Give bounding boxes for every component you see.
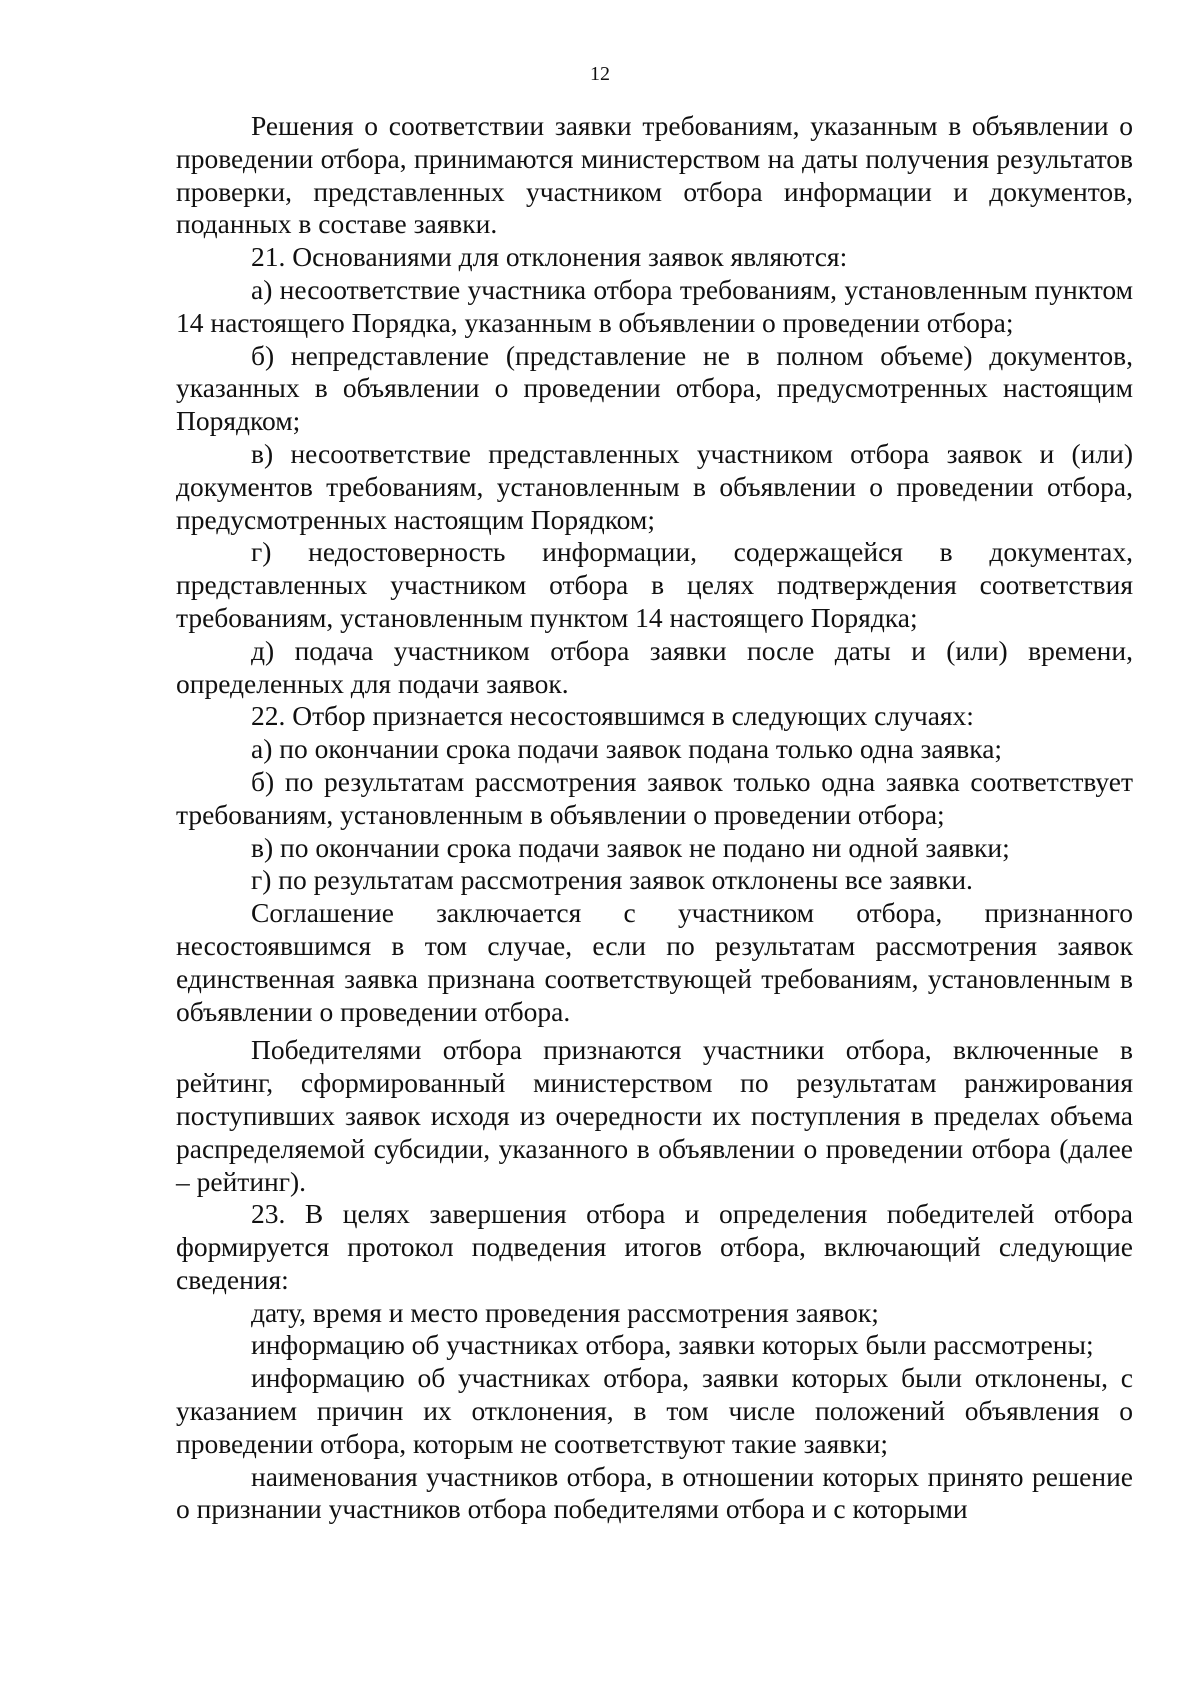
list-item-23-reviewed: информацию об участниках отбора, заявки которых были рассмотрены;: [251, 1329, 1094, 1361]
paragraph-agreement: Соглашение заключается с участником отбора, признанного несостоявшимся в том случае, если по результатам рассмотрения заявок единственная заявка признана соответствующей требованиям, установленным в объявлении о проведении отбора.: [176, 897, 1133, 1027]
paragraph-decision-on-compliance: Решения о соответствии заявки требованиям, указанным в объявлении о проведении отбора, принимаются министерством на даты получения результатов проверки, представленных участником отбора информации и документов, поданных в составе заявки.: [176, 110, 1133, 240]
list-item-23-date: дату, время и место проведения рассмотрения заявок;: [251, 1296, 879, 1328]
list-item-22-b: б) по результатам рассмотрения заявок только одна заявка соответствует требованиям, установленным в объявлении о проведении отбора;: [176, 765, 1133, 830]
paragraph-21-rejection-grounds: 21. Основаниями для отклонения заявок являются:: [251, 241, 848, 273]
paragraph-22-failed-selection: 22. Отбор признается несостоявшимся в следующих случаях:: [251, 700, 974, 732]
list-item-21-v: в) несоответствие представленных участником отбора заявок и (или) документов требованиям, установленным в объявлении о проведении отбора, предусмотренных настоящим Порядком;: [176, 437, 1133, 535]
list-item-22-v: в) по окончании срока подачи заявок не подано ни одной заявки;: [251, 831, 1010, 863]
list-item-21-g: г) недостоверность информации, содержащейся в документах, представленных участником отбора в целях подтверждения соответствия требованиям, установленным пунктом 14 настоящего Порядка;: [176, 536, 1133, 633]
list-item-22-a: а) по окончании срока подачи заявок подана только одна заявка;: [251, 733, 1003, 765]
list-item-21-d: д) подача участником отбора заявки после даты и (или) времени, определенных для подачи заявок.: [176, 634, 1133, 699]
list-item-21-a: а) несоответствие участника отбора требованиям, установленным пунктом 14 настоящего Порядка, указанным в объявлении о проведении отбора;: [176, 273, 1133, 338]
paragraph-winners: Победителями отбора признаются участники отбора, включенные в рейтинг, сформированный министерством по результатам ранжирования поступивших заявок исходя из очередности их поступления в пределах объема распределяемой субсидии, указанного в объявлении о проведении отбора (далее – рейтинг).: [176, 1034, 1133, 1197]
list-item-23-winners: наименования участников отбора, в отношении которых принято решение о признании участников отбора победителями отбора и с которыми: [176, 1460, 1133, 1525]
page-number: 12: [590, 63, 610, 85]
list-item-23-rejected: информацию об участниках отбора, заявки которых были отклонены, с указанием причин их отклонения, в том числе положений объявления о проведении отбора, которым не соответствуют такие заявки;: [176, 1362, 1133, 1459]
list-item-22-g: г) по результатам рассмотрения заявок отклонены все заявки.: [251, 864, 973, 896]
paragraph-23-protocol: 23. В целях завершения отбора и определения победителей отбора формируется протокол подведения итогов отбора, включающий следующие сведения:: [176, 1198, 1133, 1295]
list-item-21-b: б) непредставление (представление не в полном объеме) документов, указанных в объявлении о проведении отбора, предусмотренных настоящим Порядком;: [176, 339, 1133, 437]
document-body: [176, 110, 1133, 1526]
